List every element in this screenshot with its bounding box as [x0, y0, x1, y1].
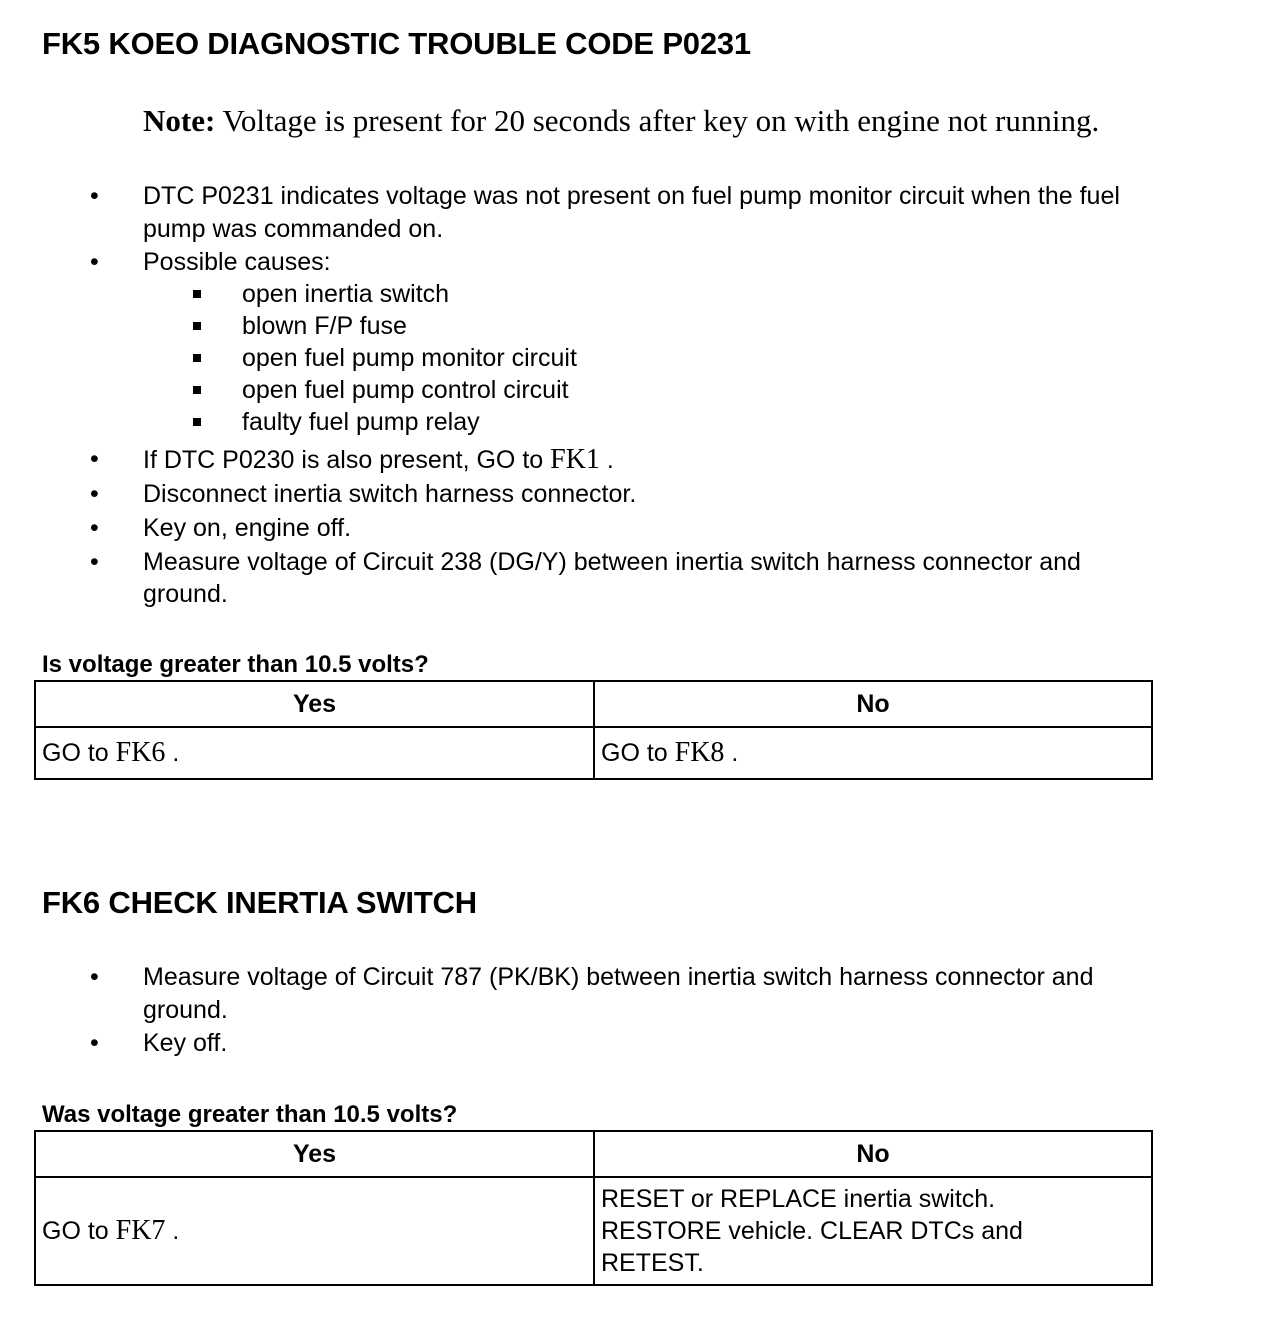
link-fk6[interactable]: FK6 [115, 737, 166, 768]
fk5-question: Is voltage greater than 10.5 volts? [42, 651, 429, 678]
square-bullet-icon [193, 418, 201, 426]
bullet-icon: • [90, 514, 99, 542]
square-bullet-icon [193, 386, 201, 394]
yes-header: Yes [35, 1131, 594, 1177]
fk5-heading: FK5 KOEO DIAGNOSTIC TROUBLE CODE P0231 [42, 26, 751, 61]
bullet-icon: • [90, 548, 99, 576]
yes-header: Yes [35, 681, 594, 727]
bullet-icon: • [90, 963, 99, 991]
fk6-decision-table [34, 1130, 1153, 1286]
square-bullet-icon [193, 354, 201, 362]
bullet-icon: • [90, 1029, 99, 1057]
link-fk8[interactable]: FK8 [674, 737, 725, 768]
yes-cell: GO to FK7 . [35, 1177, 594, 1285]
bullet-icon: • [90, 182, 99, 210]
link-fk7[interactable]: FK7 [115, 1215, 166, 1246]
fk6-heading: FK6 CHECK INERTIA SWITCH [42, 885, 477, 920]
yes-cell: GO to FK6 . [35, 727, 594, 779]
bullet-icon: • [90, 248, 99, 276]
fk5-note [143, 103, 1099, 139]
bullet-icon: • [90, 480, 99, 508]
note-text: Voltage is present for 20 seconds after key on with engine not running. [215, 103, 1100, 138]
fk6-question: Was voltage greater than 10.5 volts? [42, 1101, 458, 1128]
no-cell: GO to FK8 . [594, 727, 1152, 779]
square-bullet-icon [193, 322, 201, 330]
no-cell: RESET or REPLACE inertia switch. RESTORE vehicle. CLEAR DTCs and RETEST. [594, 1177, 1152, 1285]
square-bullet-icon [193, 290, 201, 298]
no-header: No [594, 681, 1152, 727]
bullet-icon: • [90, 445, 99, 473]
fk5-decision-table [34, 680, 1153, 780]
no-header: No [594, 1131, 1152, 1177]
note-label: Note: [143, 103, 216, 138]
link-fk1[interactable]: FK1 [550, 444, 600, 475]
